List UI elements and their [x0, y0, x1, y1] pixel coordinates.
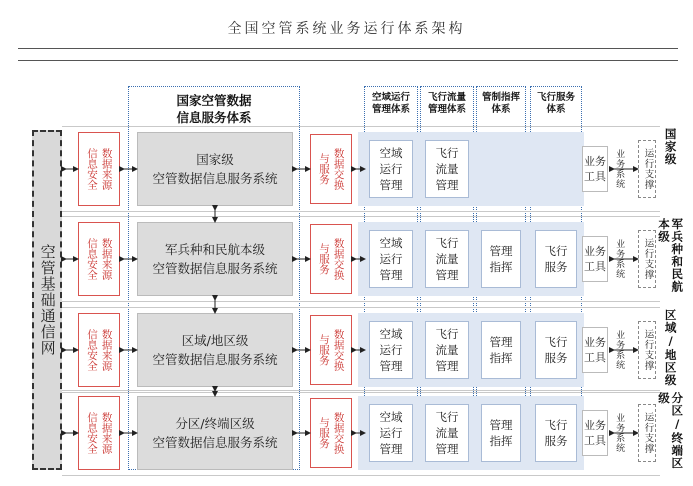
data-source-label: 数据来源	[100, 329, 113, 371]
business-tools-line: 业务	[584, 419, 606, 432]
ops-cell-line: 管理	[435, 178, 459, 192]
ops-cell-line: 流量	[435, 252, 459, 266]
ops-cell-line: 管理	[435, 359, 459, 373]
level-label-text: 区域/地区级	[663, 309, 678, 387]
ops-cell-line: 飞行	[435, 410, 459, 424]
ops-cell-line: 流量	[435, 426, 459, 440]
ops-header-line: 空域运行	[371, 92, 410, 103]
ops-cell-line: 飞行	[544, 244, 568, 258]
service-label: 与服务	[318, 153, 330, 185]
business-systems-text: 业务系统	[614, 149, 625, 189]
security-label: 信息安全	[86, 238, 98, 280]
data-service-panel-title-line2: 信息服务体系	[176, 110, 252, 125]
business-systems-text: 业务系统	[614, 330, 625, 370]
ops-cell-line: 运行	[379, 162, 403, 176]
data-exchange-label: 数据交换	[332, 329, 345, 371]
ops-cell-line: 管理	[379, 359, 403, 373]
security-label: 信息安全	[86, 412, 98, 454]
data-source-label: 数据来源	[100, 412, 113, 454]
business-tools-line: 工具	[584, 434, 606, 447]
ops-cell-line: 飞行	[544, 418, 568, 432]
business-tools-line: 业务	[584, 155, 606, 168]
ops-header-line: 管理体系	[371, 104, 410, 115]
ops-cell-line: 指挥	[489, 434, 513, 448]
ops-cell-line: 运行	[379, 252, 403, 266]
ops-cell-line: 管理	[489, 244, 513, 258]
level-label-text: 分区/终端区级	[657, 392, 685, 470]
page-title: 全国空管系统业务运行体系架构	[227, 21, 466, 37]
system-name: 空管数据信息服务系统	[152, 261, 278, 276]
system-name: 空管数据信息服务系统	[152, 171, 278, 186]
business-systems-text: 业务系统	[614, 239, 625, 279]
data-service-panel-title-line1: 国家空管数据	[176, 93, 252, 108]
ops-cell-line: 飞行	[435, 146, 459, 160]
ops-cell-line: 空域	[379, 146, 403, 160]
service-label: 与服务	[318, 417, 330, 449]
ops-header-line: 管制指挥	[481, 92, 520, 103]
level-label-text: 国家级	[663, 128, 678, 166]
ops-cell-line: 指挥	[489, 351, 513, 365]
ops-cell-line: 服务	[544, 260, 568, 274]
ops-cell-line: 空域	[379, 236, 403, 250]
data-exchange-label: 数据交换	[332, 238, 345, 280]
business-tools-line: 业务	[584, 245, 606, 258]
ops-cell-line: 飞行	[435, 327, 459, 341]
ops-header-line: 飞行流量	[427, 92, 466, 103]
data-exchange-label: 数据交换	[332, 148, 345, 190]
ops-cell-line: 运行	[379, 343, 403, 357]
ops-cell-line: 管理	[489, 418, 513, 432]
business-tools-line: 业务	[584, 336, 606, 349]
security-label: 信息安全	[86, 329, 98, 371]
ops-cell-line: 运行	[379, 426, 403, 440]
business-tools-line: 工具	[584, 170, 606, 183]
system-name: 空管数据信息服务系统	[152, 435, 278, 450]
ops-header-line: 管理体系	[427, 104, 466, 115]
ops-cell-line: 管理	[379, 268, 403, 282]
service-label: 与服务	[318, 334, 330, 366]
operation-support-text: 运行支撑	[642, 329, 654, 371]
operation-support-text: 运行支撑	[642, 148, 654, 190]
ops-cell-line: 管理	[435, 268, 459, 282]
business-tools-line: 工具	[584, 260, 606, 273]
ops-header-line: 体系	[546, 104, 566, 115]
ops-cell-line: 服务	[544, 434, 568, 448]
ops-cell-line: 空域	[379, 327, 403, 341]
ops-header-line: 体系	[491, 104, 511, 115]
ops-cell-line: 流量	[435, 162, 459, 176]
system-level-name: 军兵种和民航本级	[164, 242, 265, 257]
system-level-name: 分区/终端区级	[175, 416, 255, 431]
level-label-text: 军兵种和民航本级	[657, 218, 685, 293]
ops-cell-line: 服务	[544, 351, 568, 365]
data-exchange-label: 数据交换	[332, 412, 345, 454]
ops-cell-line: 流量	[435, 343, 459, 357]
operation-support-text: 运行支撑	[642, 238, 654, 280]
business-systems-text: 业务系统	[614, 413, 625, 453]
ops-cell-line: 管理	[489, 335, 513, 349]
ops-cell-line: 管理	[379, 178, 403, 192]
operation-support-text: 运行支撑	[642, 412, 654, 454]
ops-cell-line: 管理	[435, 442, 459, 456]
system-level-name: 国家级	[196, 152, 234, 167]
system-level-name: 区域/地区级	[181, 333, 249, 348]
ops-cell-line: 飞行	[435, 236, 459, 250]
system-name: 空管数据信息服务系统	[152, 352, 278, 367]
ops-cell-line: 指挥	[489, 260, 513, 274]
ops-header-line: 飞行服务	[536, 92, 575, 103]
security-label: 信息安全	[86, 148, 98, 190]
ops-cell-line: 空域	[379, 410, 403, 424]
service-label: 与服务	[318, 243, 330, 275]
data-source-label: 数据来源	[100, 148, 113, 190]
data-source-label: 数据来源	[100, 238, 113, 280]
ops-cell-line: 飞行	[544, 335, 568, 349]
base-network-label: 空管基础通信网	[38, 244, 57, 356]
business-tools-line: 工具	[584, 351, 606, 364]
ops-cell-line: 管理	[379, 442, 403, 456]
